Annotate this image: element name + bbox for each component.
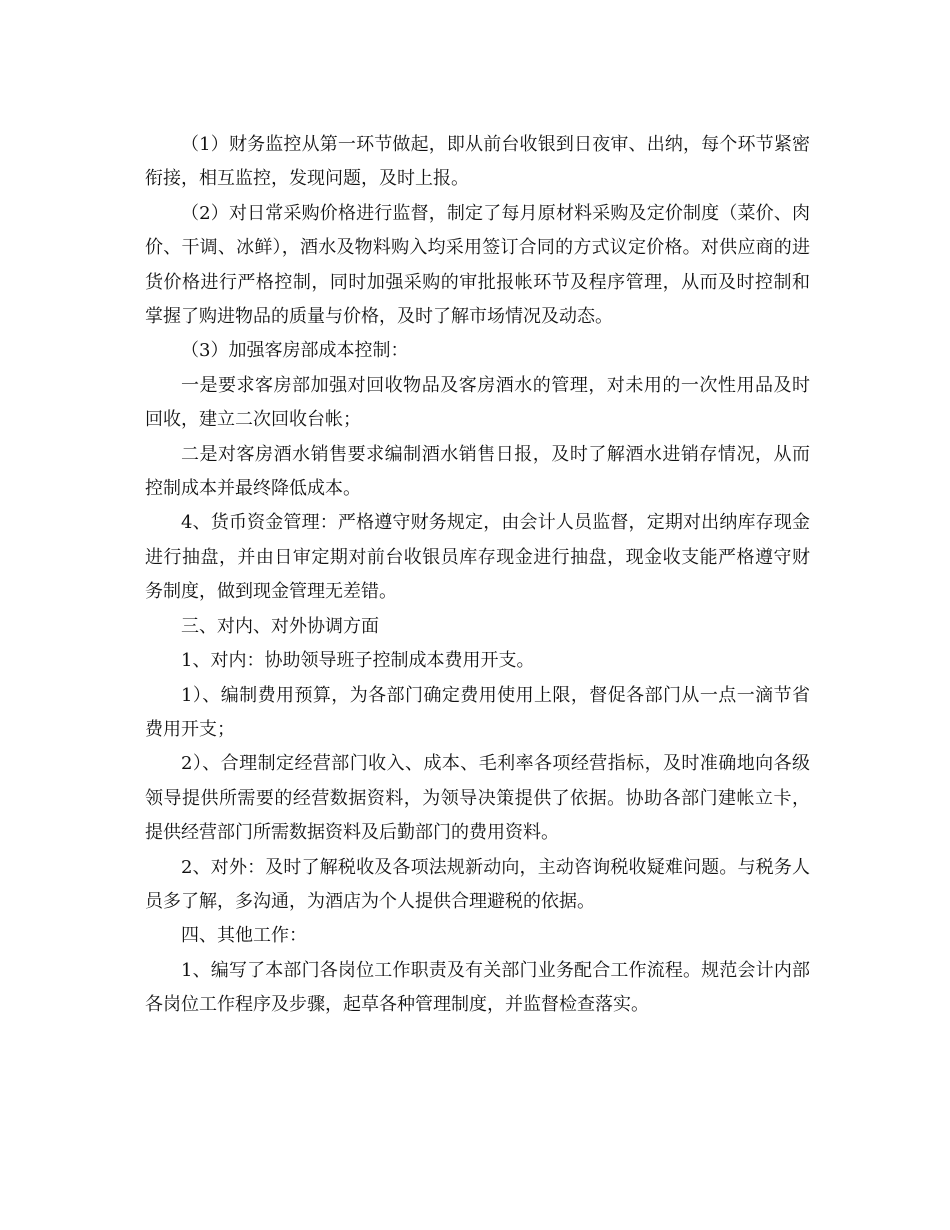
paragraph-job-responsibilities: 1、编写了本部门各岗位工作职责及有关部门业务配合工作流程。规范会计内部各岗位工作程序及步骤，起草各种管理制度，并监督检查落实。 <box>145 959 810 1016</box>
section-heading-coordination: 三、对内、对外协调方面 <box>181 615 379 637</box>
paragraph-cash-management: 4、货币资金管理：严格遵守财务规定，由会计人员监督，定期对出纳库存现金进行抽盘，并由日审定期对前台收银员库存现金进行抽盘，现金收支能严格遵守财务制度，做到现金管理无差错。 <box>145 512 810 603</box>
paragraph-purchase-price-supervision: （2）对日常采购价格进行监督，制定了每月原材料采购及定价制度（菜价、肉价、干调、冰鲜），酒水及物料购入均采用签订合同的方式议定价格。对供应商的进货价格进行严格控制，同时加强采购的审批报帐环节及程序管理，从而及时控制和掌握了购进物品的质量与价格，及时了解市场情况及动态。 <box>145 202 810 328</box>
paragraph-external-coordination: 2、对外：及时了解税收及各项法规新动向，主动咨询税收疑难问题。与税务人员多了解，多沟通，为酒店为个人提供合理避税的依据。 <box>145 856 810 912</box>
document-body <box>145 128 810 1023</box>
paragraph-internal-coordination: 1、对内：协助领导班子控制成本费用开支。 <box>181 650 535 672</box>
paragraph-housekeeping-cost-control: （3）加强客房部成本控制： <box>181 340 409 362</box>
paragraph-recycling-items: 一是要求客房部加强对回收物品及客房酒水的管理，对未用的一次性用品及时回收，建立二次回收台帐； <box>145 374 810 431</box>
paragraph-finance-monitoring: （1）财务监控从第一环节做起，即从前台收银到日夜审、出纳，每个环节紧密衔接，相互监控，发现问题，及时上报。 <box>145 134 810 190</box>
paragraph-operating-indicators: 2）、合理制定经营部门收入、成本、毛利率各项经营指标，及时准确地向各级领导提供所需要的经营数据资料，为领导决策提供了依据。协助各部门建帐立卡，提供经营部门所需数据资料及后勤部门的费用资料。 <box>145 753 810 844</box>
paragraph-beverage-sales-report: 二是对客房酒水销售要求编制酒水销售日报，及时了解酒水进销存情况，从而控制成本并最终降低成本。 <box>145 443 810 500</box>
paragraph-expense-budget: 1）、编制费用预算，为各部门确定费用使用上限，督促各部门从一点一滴节省费用开支； <box>145 684 810 740</box>
section-heading-other-work: 四、其他工作： <box>181 925 307 947</box>
